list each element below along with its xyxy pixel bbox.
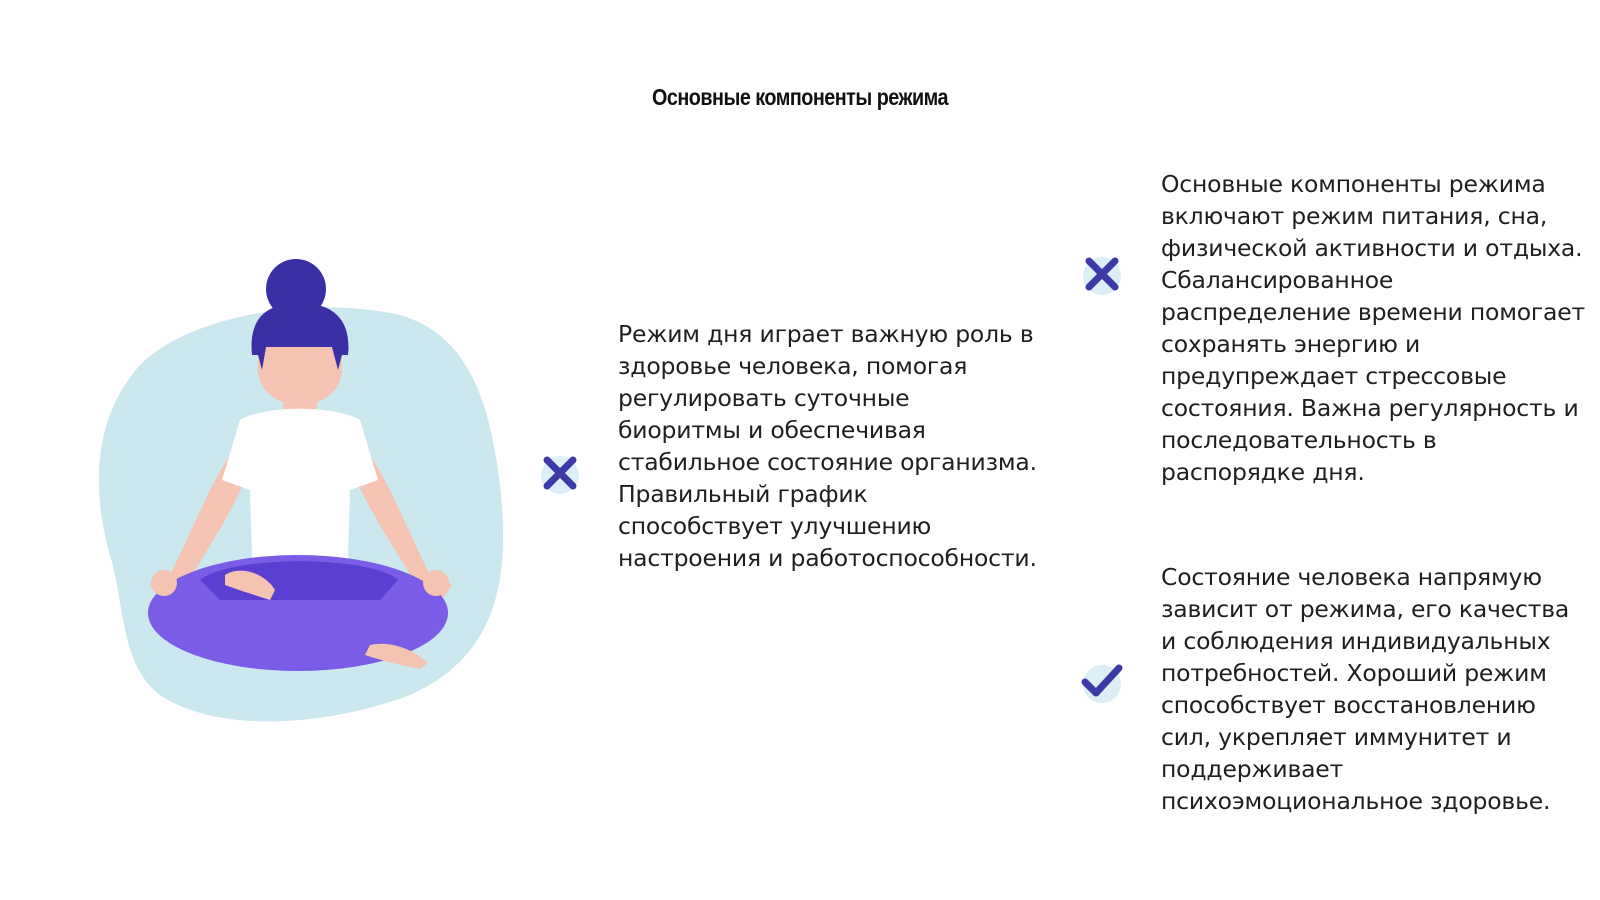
text-paragraph-3: Состояние человека напрямую зависит от режима, его качества и соблюдения индивидуальных потребностей. Хороший режим способствует восстановлению сил, укрепляет иммунитет и поддерживает психоэмоциональное здоровье. — [1161, 563, 1570, 815]
right-hand — [423, 570, 449, 596]
text-paragraph-1: Режим дня играет важную роль в здоровье человека, помогая регулировать суточные биоритмы и обеспечивая стабильное состояние организма. Правильный график способствует улучшению настроения и работоспособности. — [618, 320, 1037, 572]
meditating-woman-illustration — [80, 255, 520, 735]
check-icon — [1080, 660, 1124, 704]
cross-icon — [1080, 252, 1124, 296]
text-paragraph-2: Основные компоненты режима включают режим питания, сна, физической активности и отдыха. Сбалансированное распределение времени помогает сохранять энергию и предупреждает стрессовые состояния. Важна регулярность и последовательность в распорядке дня. — [1161, 170, 1585, 486]
slide-title: Основные компоненты режима — [652, 84, 948, 110]
cross-icon — [538, 451, 582, 495]
left-hand — [151, 570, 177, 596]
